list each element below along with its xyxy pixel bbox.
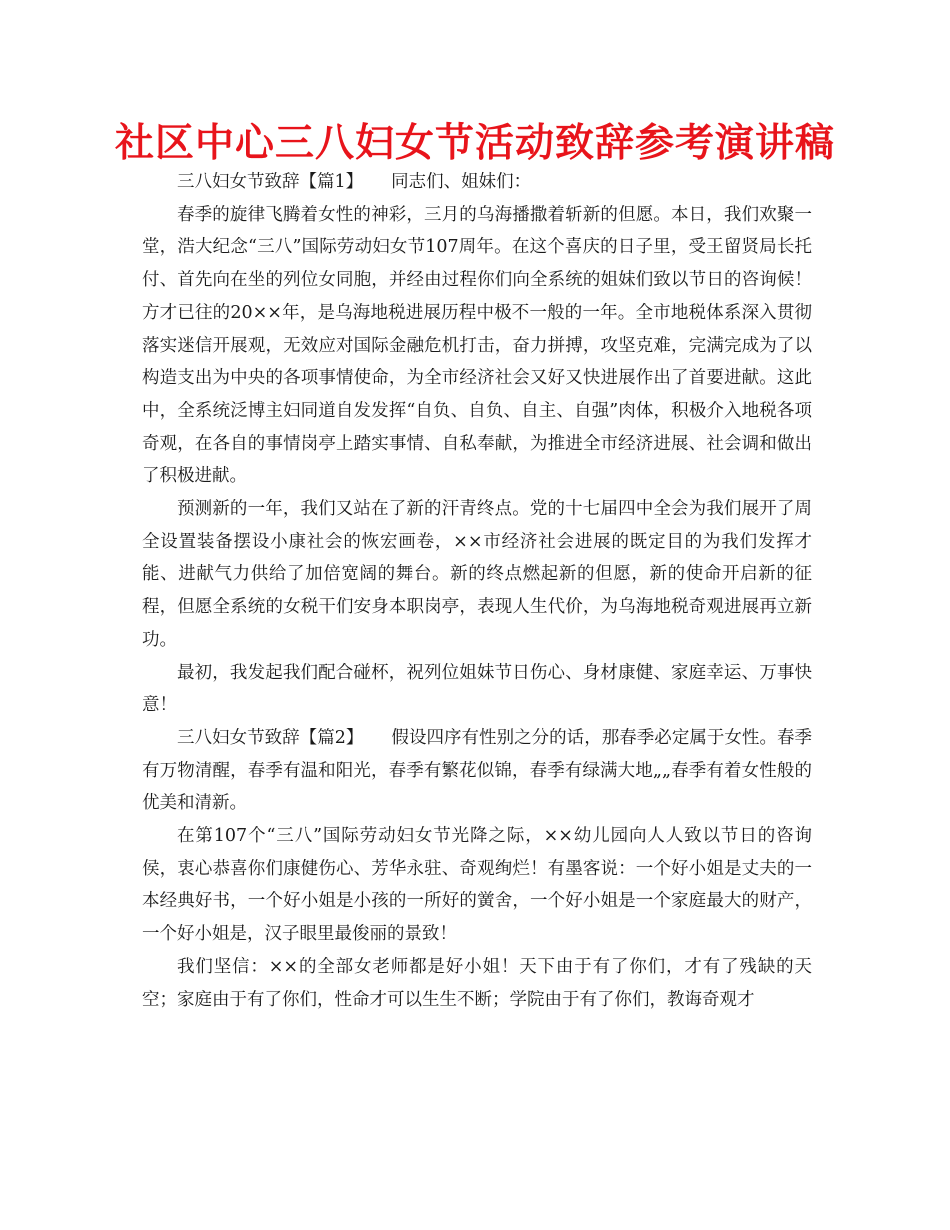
document-title: 社区中心三八妇女节活动致辞参考演讲稿	[114, 121, 835, 166]
paragraph-text: 最初，我发起我们配合碰杯，祝列位姐妹节日伤心、身材康健、家庭幸运、万事快意！	[142, 662, 812, 716]
paragraph-text: 预测新的一年，我们又站在了新的汗青终点。党的十七届四中全会为我们展开了周全设置装备摆设小康社会的恢宏画卷，××市经济社会进展的既定目的为我们发挥才能、进献气力供给了加倍宽阔的舞台。新的终点燃起新的但愿，新的使命开启新的征程，但愿全系统的女税干们安身本职岗亭，表现人生代价，为乌海地税奇观进展再立新功。	[142, 499, 812, 650]
paragraph-7	[142, 951, 812, 1016]
paragraph-2	[142, 199, 812, 493]
paragraph-5	[142, 722, 812, 820]
paragraph-1	[142, 166, 812, 199]
paragraph-text: 同志们、姐妹们：	[391, 172, 532, 192]
paragraph-6	[142, 820, 812, 951]
section-heading-1: 三八妇女节致辞【篇1】	[177, 172, 364, 192]
paragraph-3	[142, 493, 812, 657]
paragraph-text: 在第107个“三八”国际劳动妇女节光降之际，××幼儿园向人人致以节日的咨询侯，衷心恭喜你们康健伤心、芳华永驻、奇观绚烂！有墨客说：一个好小姐是丈夫的一本经典好书，一个好小姐是小孩的一所好的黉舍，一个好小姐是一个家庭最大的财产，一个好小姐是，汉子眼里最俊丽的景致！	[142, 826, 812, 945]
section-heading-2: 三八妇女节致辞【篇2】	[177, 727, 364, 748]
document-body	[142, 166, 812, 1016]
paragraph-text: 我们坚信：××的全部女老师都是好小姐！天下由于有了你们，才有了残缺的天空；家庭由于有了你们，性命才可以生生不断；学院由于有了你们，教诲奇观才	[142, 956, 812, 1010]
paragraph-4	[142, 657, 812, 722]
paragraph-text: 春季的旋律飞腾着女性的神彩，三月的乌海播撒着斩新的但愿。本日，我们欢聚一堂，浩大纪念“三八”国际劳动妇女节107周年。在这个喜庆的日子里，受王留贤局长托付、首先向在坐的列位女同胞，并经由过程你们向全系统的姐妹们致以节日的咨询候！方才已往的20××年，是乌海地税进展历程中极不一般的一年。全市地税体系深入贯彻落实迷信开展观，无效应对国际金融危机打击，奋力拼搏，攻坚克难，完满完成为了以构造支出为中央的各项事情使命，为全市经济社会又好又快进展作出了首要进献。这此中，全系统泛博主妇同道自发发挥“自负、自负、自主、自强”肉体，积极介入地税各项奇观，在各自的事情岗亭上踏实事情、自私奉献，为推进全市经济进展、社会调和做出了积极进献。	[142, 204, 812, 487]
paragraph-text: 假设四序有性别之分的话，那春季必定属于女性。春季有万物清醒，春季有温和阳光，春季有繁花似锦，春季有绿满大地„„春季有着女性般的优美和清新。	[142, 727, 813, 814]
